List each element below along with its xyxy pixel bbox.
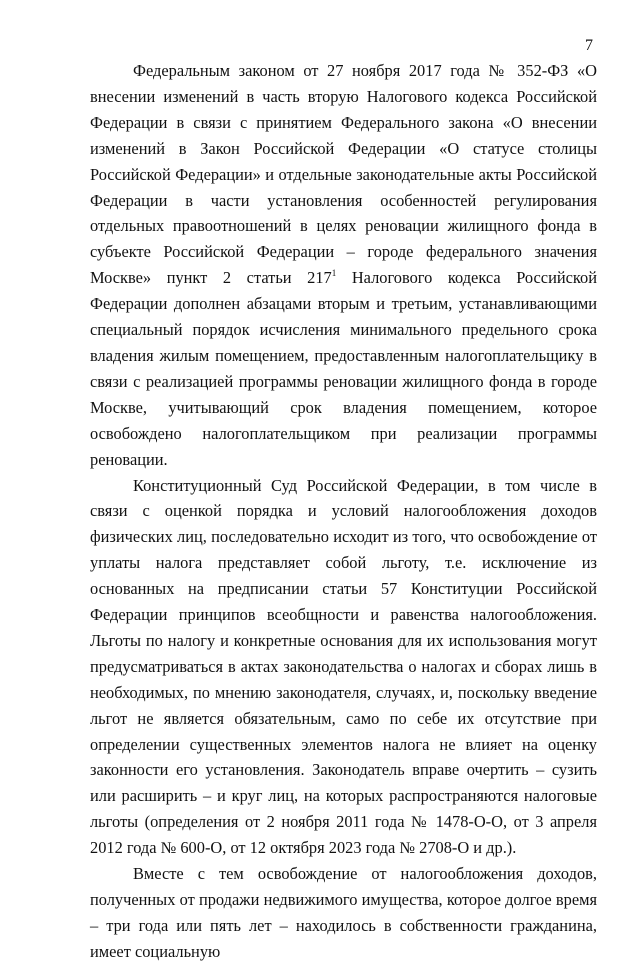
article-superscript: 1 [331, 268, 337, 279]
document-body [90, 58, 597, 965]
page-number: 7 [585, 37, 593, 54]
paragraph-constitutional-court: Конституционный Суд Российской Федерации, в том числе в связи с оценкой порядка и условий налогообложения доходов физических лиц, последовательно исходит из того, что освобождение от уплаты налога представляет собой льготу, т.е. исключение из основанных на предписании статьи 57 Конституции Российской Федерации принципов всеобщности и равенства налогообложения. Льготы по налогу и конкретные основания для их использования могут предусматриваться в актах законодательства о налогах и сборах лишь в необходимых, по мнению законодателя, случаях, и, поскольку введение льгот не является обязательным, само по себе их отсутствие при определении существенных элементов налога не влияет на оценку законности его установления. Законодатель вправе очертить – сузить или расширить – и круг лиц, на которых распространяются налоговые льготы (определения от 2 ноября 2011 года № 1478-О-О, от 3 апреля 2012 года № 600-О, от 12 октября 2023 года № 2708-О и др.). [90, 475, 597, 858]
paragraph-federal-law [90, 58, 597, 473]
paragraph-text: Федеральным законом от 27 ноября 2017 года № 352-ФЗ «О внесении изменений в часть вторую Налогового кодекса Российской Федерации в связи с принятием Федерального закона «О внесении изменений в Закон Российской Федерации «О статусе столицы Российской Федерации» и отдельные законодательные акты Российской Федерации в части установления особенностей регулирования отдельных правоотношений в целях реновации жилищного фонда в субъекте Российской Федерации – городе федерального значения Москве» пункт 2 статьи 217 [90, 61, 597, 288]
paragraph-tax-exemption: Вместе с тем освобождение от налогообложения доходов, полученных от продажи недвижимого имущества, которое долгое время – три года или пять лет – находилось в собственности гражданина, имеет социальную [90, 864, 597, 961]
paragraph-text: Налогового кодекса Российской Федерации дополнен абзацами вторым и третьим, устанавливающими специальный порядок исчисления минимального предельного срока владения жилым помещением, предоставленным налогоплательщику в связи с реализацией программы реновации жилищного фонда в городе Москве, учитывающий срок владения помещением, которое освобождено налогоплательщиком при реализации программы реновации. [90, 268, 597, 469]
